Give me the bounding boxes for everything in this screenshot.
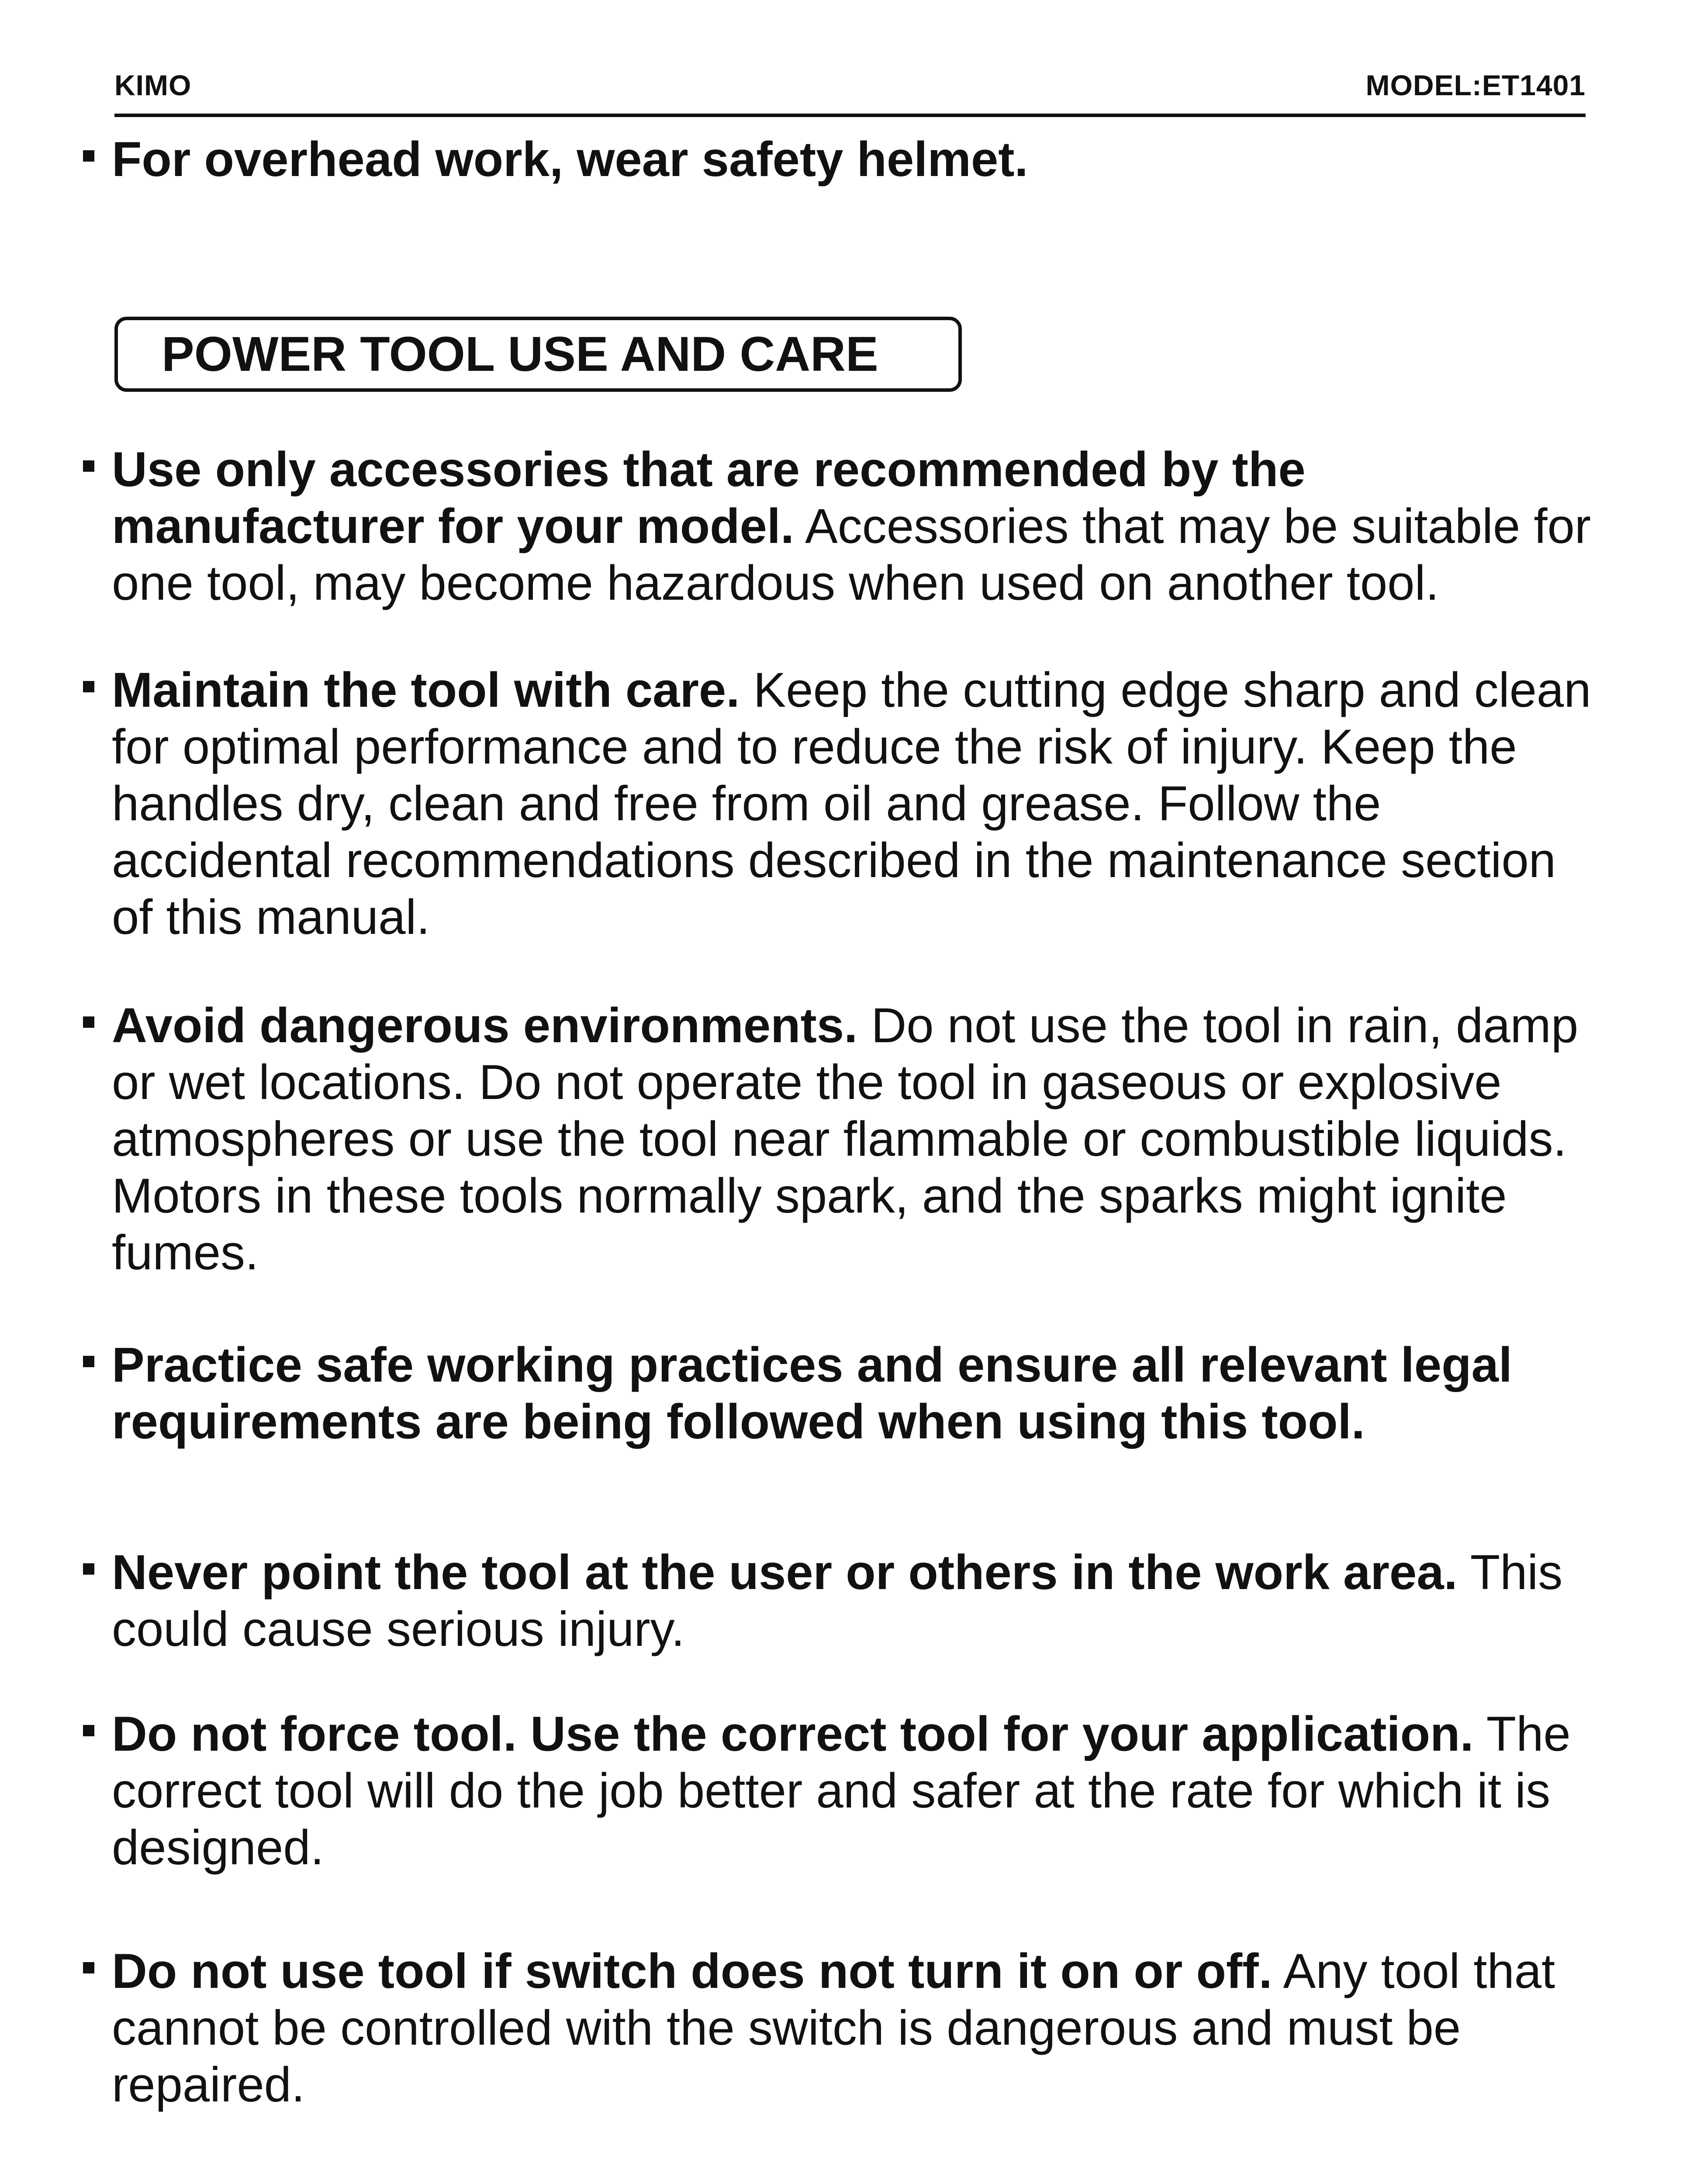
section-title-box xyxy=(114,317,962,392)
bullet-square-icon xyxy=(83,150,94,162)
bullet-square-icon xyxy=(83,1962,94,1973)
bullet-item-do-not-force xyxy=(83,1706,1594,1876)
brand-name: KIMO xyxy=(114,69,192,101)
bullet-bold-lead: Do not use tool if switch does not turn it on or off. xyxy=(112,1944,1272,1998)
bullet-square-icon xyxy=(83,460,94,472)
page-header xyxy=(114,66,1586,117)
bullet-body: The correct tool will do the job better and safer at the rate for which it is designed. xyxy=(112,1707,1571,1875)
bullet-item-safe-practices xyxy=(83,1337,1594,1450)
bullet-body: Do not use the tool in rain, damp or wet locations. Do not operate the tool in gaseous or explosive atmospheres or use the tool near flammable or combustible liquids. Motors in these tools normally spark, and the sparks might ignite fumes. xyxy=(112,998,1579,1280)
bullet-text xyxy=(112,441,1594,612)
bullet-square-icon xyxy=(83,1725,94,1736)
bullet-square-icon xyxy=(83,1016,94,1028)
bullet-body: This could cause serious injury. xyxy=(112,1545,1563,1656)
bullet-bold-lead: Practice safe working practices and ensure all relevant legal requirements are being followed when using this tool. xyxy=(112,1337,1512,1449)
bullet-bold-lead: Use only accessories that are recommended by the manufacturer for your model. xyxy=(112,442,1306,553)
bullet-bold-lead: Never point the tool at the user or others in the work area. xyxy=(112,1545,1458,1600)
bullet-body: Keep the cutting edge sharp and clean for optimal performance and to reduce the risk of injury. Keep the handles dry, clean and free from oil and grease. Follow the accidental recommendations described in the maintenance section of this manual. xyxy=(112,663,1591,944)
bullet-body: Accessories that may be suitable for one tool, may become hazardous when used on another tool. xyxy=(112,499,1591,610)
bullet-text xyxy=(112,131,1594,188)
bullet-square-icon xyxy=(83,681,94,692)
bullet-item-switch xyxy=(83,1943,1594,2113)
model-number: MODEL:ET1401 xyxy=(1365,69,1586,101)
bullet-square-icon xyxy=(83,1356,94,1367)
bullet-item-never-point xyxy=(83,1544,1594,1658)
bullet-square-icon xyxy=(83,1563,94,1575)
bullet-text xyxy=(112,662,1594,946)
bullet-bold-lead: Maintain the tool with care. xyxy=(112,663,740,717)
bullet-text xyxy=(112,1943,1594,2113)
section-title: POWER TOOL USE AND CARE xyxy=(162,327,878,381)
bullet-item-helmet xyxy=(83,131,1594,188)
bullet-text xyxy=(112,1706,1594,1876)
bullet-bold-lead: Avoid dangerous environments. xyxy=(112,998,858,1053)
bullet-item-accessories xyxy=(83,441,1594,612)
bullet-bold-lead: Do not force tool. Use the correct tool for your application. xyxy=(112,1707,1474,1761)
bullet-body: Any tool that cannot be controlled with the switch is dangerous and must be repaired. xyxy=(112,1944,1555,2112)
bullet-text xyxy=(112,1544,1594,1658)
bullet-item-maintain xyxy=(83,662,1594,946)
bullet-item-environments xyxy=(83,997,1594,1281)
bullet-text xyxy=(112,997,1594,1281)
bullet-text xyxy=(112,1337,1594,1450)
bullet-bold-lead: For overhead work, wear safety helmet. xyxy=(112,132,1028,187)
